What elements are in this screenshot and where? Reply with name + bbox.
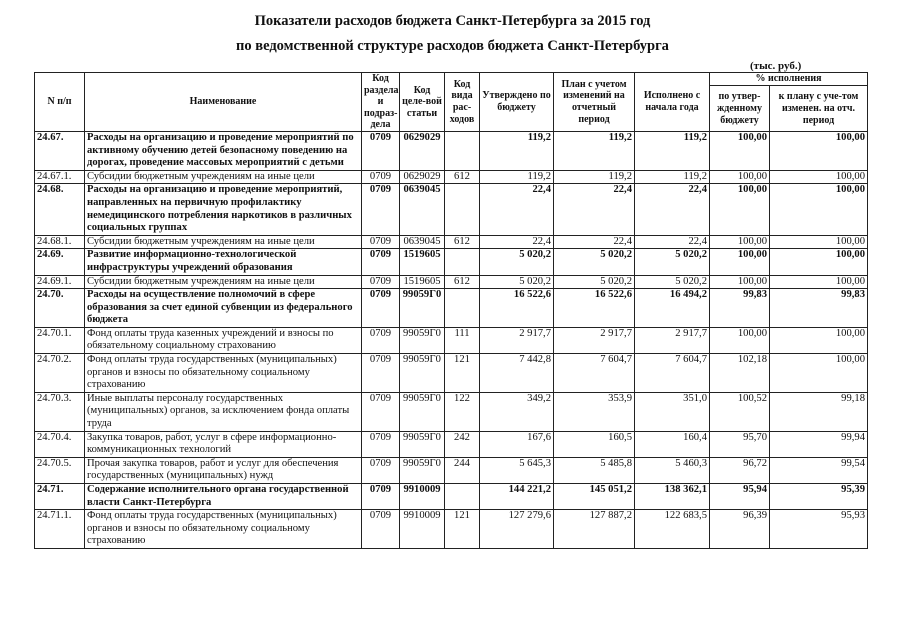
row-plan: 127 887,2 (554, 510, 635, 549)
row-kind-code: 242 (445, 431, 480, 457)
row-section-code: 0709 (362, 131, 400, 170)
budget-table (34, 72, 868, 549)
row-num: 24.69. (35, 249, 85, 275)
row-approved: 7 442,8 (480, 354, 554, 393)
row-pct-approved: 99,83 (710, 289, 770, 328)
row-name: Субсидии бюджетным учреждениям на иные цели (85, 235, 362, 249)
row-target-code: 99059Г0 (400, 457, 445, 483)
row-pct-approved: 100,00 (710, 131, 770, 170)
row-target-code: 0629029 (400, 170, 445, 184)
row-executed: 351,0 (635, 392, 710, 431)
row-pct-plan: 100,00 (770, 170, 868, 184)
row-section-code: 0709 (362, 392, 400, 431)
row-approved: 5 645,3 (480, 457, 554, 483)
row-name: Содержание исполнительного органа государственной власти Санкт-Петербурга (85, 484, 362, 510)
row-name: Фонд оплаты труда казенных учреждений и взносы по обязательному социальному страхованию (85, 327, 362, 353)
row-section-code: 0709 (362, 289, 400, 328)
row-pct-approved: 95,70 (710, 431, 770, 457)
row-kind-code: 121 (445, 354, 480, 393)
row-executed: 122 683,5 (635, 510, 710, 549)
row-name: Развитие информационно-технологической инфраструктуры учреждений образования (85, 249, 362, 275)
row-approved: 16 522,6 (480, 289, 554, 328)
row-num: 24.70.2. (35, 354, 85, 393)
row-num: 24.67. (35, 131, 85, 170)
row-section-code: 0709 (362, 510, 400, 549)
row-num: 24.70.5. (35, 457, 85, 483)
document-title-line1: Показатели расходов бюджета Санкт-Петербурга за 2015 год (254, 13, 651, 29)
row-target-code: 0629029 (400, 131, 445, 170)
header-num: N п/п (35, 73, 85, 132)
row-section-code: 0709 (362, 184, 400, 235)
row-pct-approved: 100,00 (710, 184, 770, 235)
row-num: 24.70.1. (35, 327, 85, 353)
row-pct-approved: 96,39 (710, 510, 770, 549)
row-name: Расходы на осуществление полномочий в сфере образования за счет единой субвенции из федерального бюджета (85, 289, 362, 328)
row-section-code: 0709 (362, 249, 400, 275)
row-target-code: 1519605 (400, 249, 445, 275)
table-body (35, 131, 868, 548)
row-plan: 22,4 (554, 184, 635, 235)
row-pct-plan: 100,00 (770, 235, 868, 249)
row-executed: 5 020,2 (635, 275, 710, 289)
row-executed: 5 460,3 (635, 457, 710, 483)
row-name: Иные выплаты персоналу государственных (муниципальных) органов, за исключением фонда оплаты труда (85, 392, 362, 431)
row-num: 24.70.3. (35, 392, 85, 431)
row-target-code: 1519605 (400, 275, 445, 289)
header-section-code: Код раздела и подраз-дела (362, 73, 400, 132)
row-pct-approved: 102,18 (710, 354, 770, 393)
header-target-code: Код целе-вой статьи (400, 73, 445, 132)
row-pct-plan: 95,93 (770, 510, 868, 549)
header-kind-code: Код вида рас-ходов (445, 73, 480, 132)
table-row (35, 184, 868, 235)
row-plan: 2 917,7 (554, 327, 635, 353)
row-approved: 5 020,2 (480, 275, 554, 289)
header-pct-approved: по утвер-жденному бюджету (710, 86, 770, 132)
table-row (35, 457, 868, 483)
table-row (35, 392, 868, 431)
row-kind-code: 121 (445, 510, 480, 549)
row-section-code: 0709 (362, 170, 400, 184)
row-executed: 119,2 (635, 170, 710, 184)
row-plan: 16 522,6 (554, 289, 635, 328)
row-plan: 5 485,8 (554, 457, 635, 483)
row-name: Расходы на организацию и проведение мероприятий, направленных на первичную профилактику немедицинского потребления наркотиков в различных социальных группах (85, 184, 362, 235)
row-target-code: 0639045 (400, 184, 445, 235)
row-name: Расходы на организацию и проведение мероприятий по активному обучению детей безопасному поведению на дорогах, проведение массовых мероприятий с детьми (85, 131, 362, 170)
row-target-code: 99059Г0 (400, 289, 445, 328)
row-plan: 22,4 (554, 235, 635, 249)
row-pct-approved: 96,72 (710, 457, 770, 483)
row-num: 24.67.1. (35, 170, 85, 184)
row-target-code: 9910009 (400, 510, 445, 549)
row-pct-plan: 100,00 (770, 131, 868, 170)
row-pct-plan: 99,83 (770, 289, 868, 328)
header-pct-plan: к плану с уче-том изменен. на отч. период (770, 86, 868, 132)
row-approved: 2 917,7 (480, 327, 554, 353)
row-section-code: 0709 (362, 354, 400, 393)
row-name: Фонд оплаты труда государственных (муниципальных) органов и взносы по обязательному социальному страхованию (85, 354, 362, 393)
row-pct-plan: 100,00 (770, 327, 868, 353)
row-kind-code: 612 (445, 170, 480, 184)
row-target-code: 99059Г0 (400, 431, 445, 457)
table-row (35, 354, 868, 393)
table-row (35, 131, 868, 170)
row-target-code: 0639045 (400, 235, 445, 249)
table-row (35, 327, 868, 353)
row-plan: 5 020,2 (554, 249, 635, 275)
row-target-code: 99059Г0 (400, 354, 445, 393)
row-executed: 7 604,7 (635, 354, 710, 393)
row-approved: 22,4 (480, 235, 554, 249)
header-plan: План с учетом изменений на отчетный период (554, 73, 635, 132)
row-plan: 119,2 (554, 131, 635, 170)
row-executed: 22,4 (635, 184, 710, 235)
row-pct-approved: 100,52 (710, 392, 770, 431)
row-pct-plan: 99,54 (770, 457, 868, 483)
row-pct-approved: 100,00 (710, 327, 770, 353)
document-title-line2: по ведомственной структуре расходов бюджета Санкт-Петербурга (236, 38, 669, 54)
header-approved: Утверждено по бюджету (480, 73, 554, 132)
table-row (35, 484, 868, 510)
header-executed: Исполнено с начала года (635, 73, 710, 132)
row-kind-code: 111 (445, 327, 480, 353)
row-plan: 353,9 (554, 392, 635, 431)
row-plan: 119,2 (554, 170, 635, 184)
row-approved: 127 279,6 (480, 510, 554, 549)
row-approved: 5 020,2 (480, 249, 554, 275)
table-row (35, 510, 868, 549)
row-name: Субсидии бюджетным учреждениям на иные цели (85, 170, 362, 184)
row-kind-code: 612 (445, 235, 480, 249)
header-name: Наименование (85, 73, 362, 132)
table-row (35, 170, 868, 184)
row-name: Закупка товаров, работ, услуг в сфере информационно-коммуникационных технологий (85, 431, 362, 457)
row-target-code: 9910009 (400, 484, 445, 510)
row-section-code: 0709 (362, 275, 400, 289)
row-plan: 160,5 (554, 431, 635, 457)
row-num: 24.71.1. (35, 510, 85, 549)
row-section-code: 0709 (362, 431, 400, 457)
row-pct-approved: 100,00 (710, 170, 770, 184)
row-num: 24.69.1. (35, 275, 85, 289)
row-plan: 7 604,7 (554, 354, 635, 393)
row-section-code: 0709 (362, 457, 400, 483)
table-row (35, 431, 868, 457)
row-pct-plan: 100,00 (770, 354, 868, 393)
row-executed: 119,2 (635, 131, 710, 170)
row-approved: 119,2 (480, 170, 554, 184)
row-pct-plan: 100,00 (770, 275, 868, 289)
row-pct-plan: 99,18 (770, 392, 868, 431)
row-kind-code: 244 (445, 457, 480, 483)
row-kind-code (445, 249, 480, 275)
table-row (35, 235, 868, 249)
row-approved: 119,2 (480, 131, 554, 170)
row-kind-code (445, 184, 480, 235)
header-pct-group: % исполнения (710, 73, 868, 86)
row-approved: 349,2 (480, 392, 554, 431)
row-kind-code: 122 (445, 392, 480, 431)
row-plan: 5 020,2 (554, 275, 635, 289)
row-num: 24.68. (35, 184, 85, 235)
row-target-code: 99059Г0 (400, 327, 445, 353)
table-row (35, 249, 868, 275)
table-row (35, 289, 868, 328)
row-pct-plan: 100,00 (770, 184, 868, 235)
row-name: Фонд оплаты труда государственных (муниципальных) органов и взносы по обязательному социальному страхованию (85, 510, 362, 549)
row-num: 24.71. (35, 484, 85, 510)
row-pct-approved: 100,00 (710, 235, 770, 249)
row-plan: 145 051,2 (554, 484, 635, 510)
row-pct-approved: 100,00 (710, 275, 770, 289)
row-target-code: 99059Г0 (400, 392, 445, 431)
row-section-code: 0709 (362, 235, 400, 249)
row-approved: 22,4 (480, 184, 554, 235)
row-executed: 138 362,1 (635, 484, 710, 510)
row-name: Прочая закупка товаров, работ и услуг для обеспечения государственных (муниципальных) нужд (85, 457, 362, 483)
row-num: 24.70. (35, 289, 85, 328)
row-kind-code (445, 131, 480, 170)
row-executed: 22,4 (635, 235, 710, 249)
row-executed: 160,4 (635, 431, 710, 457)
row-pct-plan: 95,39 (770, 484, 868, 510)
row-pct-plan: 100,00 (770, 249, 868, 275)
row-num: 24.70.4. (35, 431, 85, 457)
row-approved: 167,6 (480, 431, 554, 457)
row-num: 24.68.1. (35, 235, 85, 249)
row-section-code: 0709 (362, 327, 400, 353)
table-row (35, 275, 868, 289)
row-approved: 144 221,2 (480, 484, 554, 510)
row-executed: 16 494,2 (635, 289, 710, 328)
row-section-code: 0709 (362, 484, 400, 510)
row-pct-plan: 99,94 (770, 431, 868, 457)
row-executed: 2 917,7 (635, 327, 710, 353)
row-kind-code (445, 289, 480, 328)
row-pct-approved: 95,94 (710, 484, 770, 510)
row-executed: 5 020,2 (635, 249, 710, 275)
row-pct-approved: 100,00 (710, 249, 770, 275)
units-label: (тыс. руб.) (750, 60, 802, 72)
row-name: Субсидии бюджетным учреждениям на иные цели (85, 275, 362, 289)
row-kind-code (445, 484, 480, 510)
row-kind-code: 612 (445, 275, 480, 289)
